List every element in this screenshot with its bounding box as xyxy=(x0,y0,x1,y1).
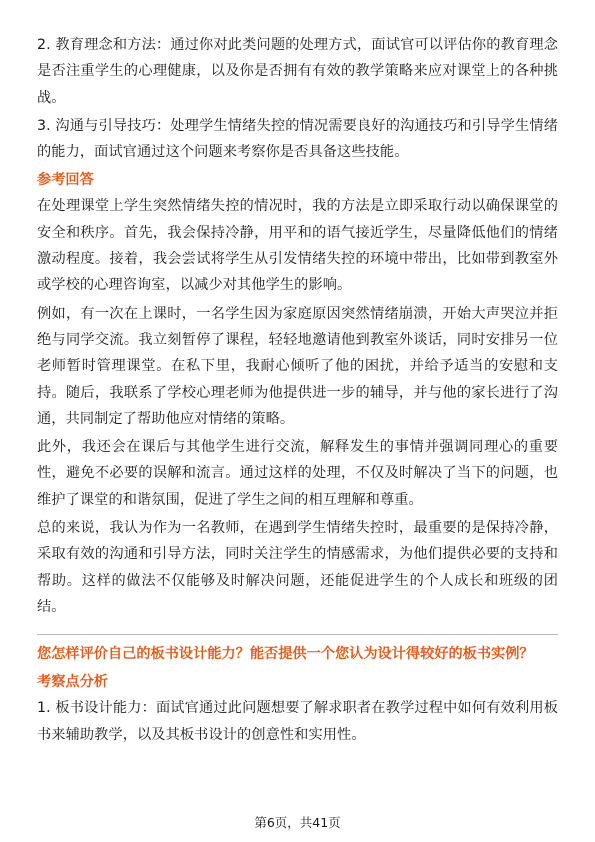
answer-paragraph-4: 总的来说，我认为作为一名教师，在遇到学生情绪失控时，最重要的是保持冷静，采取有效的沟通和引导方法，同时关注学生的情感需求，为他们提供必要的支持和帮助。这样的做法不仅能够及时解决问题，还能促进学生的个人成长和班级的团结。 xyxy=(37,520,558,615)
answer-paragraph-1: 在处理课堂上学生突然情绪失控的情况时，我的方法是立即采取行动以确保课堂的安全和秩序。首先，我会保持冷静，用平和的语气接近学生，尽量降低他们的情绪激动程度。接着，我会尝试将学生从引发情绪失控的环境中带出，比如带到教室外或学校的心理咨询室，以减少对其他学生的影响。 xyxy=(37,198,558,294)
analysis-point-1: 1. 板书设计能力：面试官通过此问题想要了解求职者在教学过程中如何有效利用板书来辅助教学，以及其板书设计的创意性和实用性。 xyxy=(37,700,558,743)
reference-answer-label: 参考回答 xyxy=(37,172,94,189)
answer-paragraph-3: 此外，我还会在课后与其他学生进行交流，解释发生的事情并强调同理心的重要性，避免不必要的误解和流言。通过这样的处理，不仅及时解决了当下的问题，也维护了课堂的和谐氛围，促进了学生之间的相互理解和尊重。 xyxy=(37,439,558,508)
section-divider xyxy=(37,634,558,635)
answer-paragraph-2: 例如，有一次在上课时，一名学生因为家庭原因突然情绪崩溃，开始大声哭泣并拒绝与同学交流。我立刻暂停了课程，轻轻地邀请他到教室外谈话，同时安排另一位老师暂时管理课堂。在私下里，我耐心倾听了他的困扰，并给予适当的安慰和支持。随后，我联系了学校心理老师为他提供进一步的辅导，并与他的家长进行了沟通，共同制定了帮助他应对情绪的策略。 xyxy=(37,305,558,427)
question-title: 您怎样评价自己的板书设计能力？能否提供一个您认为设计得较好的板书实例？ xyxy=(37,646,534,663)
page-content xyxy=(37,32,558,750)
analysis-point-3: 3. 沟通与引导技巧：处理学生情绪失控的情况需要良好的沟通技巧和引导学生情绪的能力，面试官通过这个问题来考察你是否具备这些技能。 xyxy=(37,117,558,161)
analysis-label: 考察点分析 xyxy=(37,674,108,691)
analysis-point-2: 2. 教育理念和方法：通过你对此类问题的处理方式，面试官可以评估你的教育理念是否注重学生的心理健康，以及你是否拥有有效的教学策略来应对课堂上的各种挑战。 xyxy=(37,37,558,106)
page-indicator: 第6页，共41页 xyxy=(254,815,341,830)
